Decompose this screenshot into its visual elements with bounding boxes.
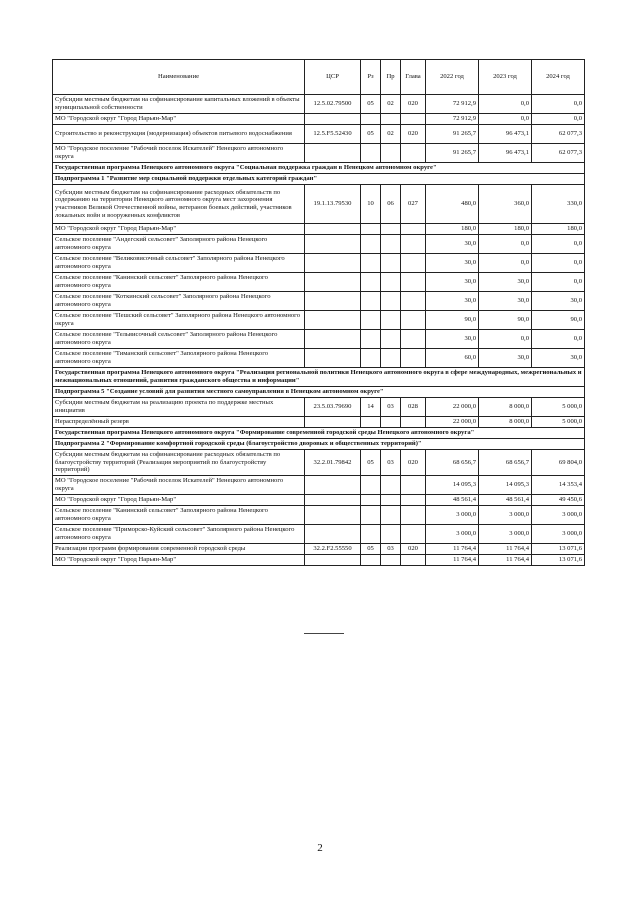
cell-2023: 30,0 bbox=[479, 292, 532, 311]
table-row bbox=[53, 475, 585, 494]
table-row bbox=[53, 524, 585, 543]
cell-pr: 02 bbox=[381, 95, 401, 114]
cell-csr bbox=[305, 292, 361, 311]
section-row bbox=[53, 368, 585, 387]
section-title: Государственная программа Ненецкого автономного округа "Формирование современной городской среды Ненецкого автономного округа" bbox=[53, 428, 585, 439]
cell-rz bbox=[361, 235, 381, 254]
cell-csr bbox=[305, 417, 361, 428]
cell-glava bbox=[401, 254, 426, 273]
cell-2023: 3 000,0 bbox=[479, 505, 532, 524]
cell-csr: 12.5.02.79500 bbox=[305, 95, 361, 114]
table-body bbox=[53, 95, 585, 566]
cell-2024: 330,0 bbox=[532, 185, 585, 224]
cell-pr bbox=[381, 254, 401, 273]
cell-glava bbox=[401, 475, 426, 494]
cell-csr: 19.1.13.79530 bbox=[305, 185, 361, 224]
cell-name: Реализация программ формирования современной городской среды bbox=[53, 543, 305, 554]
table-row bbox=[53, 554, 585, 565]
cell-name: Строительство и реконструкция (модернизация) объектов питьевого водоснабжения bbox=[53, 125, 305, 144]
section-row bbox=[53, 387, 585, 398]
cell-rz bbox=[361, 292, 381, 311]
cell-2023: 8 000,0 bbox=[479, 417, 532, 428]
cell-2023: 30,0 bbox=[479, 349, 532, 368]
section-row bbox=[53, 174, 585, 185]
cell-glava: 020 bbox=[401, 125, 426, 144]
section-row bbox=[53, 439, 585, 450]
cell-2022: 14 095,3 bbox=[426, 475, 479, 494]
header-year-2024: 2024 год bbox=[532, 60, 585, 95]
table-row bbox=[53, 114, 585, 125]
cell-glava bbox=[401, 292, 426, 311]
cell-name: Сельское поселение "Канинский сельсовет" Заполярного района Ненецкого автономного округа bbox=[53, 273, 305, 292]
cell-rz bbox=[361, 311, 381, 330]
cell-2022: 91 265,7 bbox=[426, 144, 479, 163]
cell-pr: 02 bbox=[381, 125, 401, 144]
cell-name: МО "Городской округ "Город Нарьян-Мар" bbox=[53, 224, 305, 235]
cell-pr bbox=[381, 494, 401, 505]
table-row bbox=[53, 494, 585, 505]
cell-2022: 72 912,9 bbox=[426, 114, 479, 125]
cell-rz: 05 bbox=[361, 450, 381, 476]
cell-2023: 11 764,4 bbox=[479, 543, 532, 554]
cell-2023: 96 473,1 bbox=[479, 125, 532, 144]
cell-pr bbox=[381, 235, 401, 254]
cell-pr bbox=[381, 554, 401, 565]
header-pr: Пр bbox=[381, 60, 401, 95]
cell-rz bbox=[361, 417, 381, 428]
cell-2024: 3 000,0 bbox=[532, 505, 585, 524]
header-year-2022: 2022 год bbox=[426, 60, 479, 95]
cell-glava bbox=[401, 349, 426, 368]
cell-pr bbox=[381, 505, 401, 524]
cell-2022: 30,0 bbox=[426, 292, 479, 311]
cell-glava: 027 bbox=[401, 185, 426, 224]
cell-2024: 0,0 bbox=[532, 273, 585, 292]
cell-glava bbox=[401, 273, 426, 292]
section-title: Государственная программа Ненецкого автономного округа "Социальная поддержка граждан в Ненецком автономном округе" bbox=[53, 163, 585, 174]
cell-2024: 62 077,3 bbox=[532, 125, 585, 144]
cell-csr bbox=[305, 235, 361, 254]
cell-rz bbox=[361, 524, 381, 543]
cell-2022: 11 764,4 bbox=[426, 543, 479, 554]
cell-name: Нераспределённый резерв bbox=[53, 417, 305, 428]
cell-csr bbox=[305, 330, 361, 349]
cell-pr bbox=[381, 144, 401, 163]
table-row bbox=[53, 125, 585, 144]
cell-name: Сельское поселение "Приморско-Куйский сельсовет" Заполярного района Ненецкого автономного округа bbox=[53, 524, 305, 543]
cell-glava bbox=[401, 554, 426, 565]
cell-2024: 0,0 bbox=[532, 95, 585, 114]
cell-pr bbox=[381, 311, 401, 330]
cell-glava bbox=[401, 330, 426, 349]
table-row bbox=[53, 235, 585, 254]
cell-2022: 3 000,0 bbox=[426, 524, 479, 543]
cell-2023: 180,0 bbox=[479, 224, 532, 235]
cell-rz bbox=[361, 505, 381, 524]
footer-rule bbox=[304, 633, 344, 634]
section-title: Подпрограмма 5 "Создание условий для развития местного самоуправления в Ненецком автономном округе" bbox=[53, 387, 585, 398]
cell-2024: 5 000,0 bbox=[532, 417, 585, 428]
table-row bbox=[53, 292, 585, 311]
cell-csr bbox=[305, 349, 361, 368]
cell-csr bbox=[305, 554, 361, 565]
cell-2022: 91 265,7 bbox=[426, 125, 479, 144]
cell-csr: 32.2.01.79842 bbox=[305, 450, 361, 476]
cell-rz: 05 bbox=[361, 543, 381, 554]
section-title: Подпрограмма 1 "Развитие мер социальной поддержки отдельных категорий граждан" bbox=[53, 174, 585, 185]
cell-2022: 11 764,4 bbox=[426, 554, 479, 565]
cell-csr bbox=[305, 494, 361, 505]
cell-csr: 12.5.F5.52430 bbox=[305, 125, 361, 144]
cell-csr bbox=[305, 144, 361, 163]
cell-csr: 32.2.F2.55550 bbox=[305, 543, 361, 554]
cell-2022: 30,0 bbox=[426, 273, 479, 292]
cell-name: Сельское поселение "Коткинский сельсовет" Заполярного района Ненецкого автономного округа bbox=[53, 292, 305, 311]
cell-2023: 0,0 bbox=[479, 330, 532, 349]
cell-rz bbox=[361, 330, 381, 349]
cell-name: Субсидии местным бюджетам на софинансирование расходных обязательств по благоустройству территорий (Реализация мероприятий по благоустройству территорий) bbox=[53, 450, 305, 476]
cell-2023: 360,0 bbox=[479, 185, 532, 224]
cell-rz: 10 bbox=[361, 185, 381, 224]
header-year-2023: 2023 год bbox=[479, 60, 532, 95]
cell-pr bbox=[381, 417, 401, 428]
cell-2023: 68 656,7 bbox=[479, 450, 532, 476]
table-row bbox=[53, 254, 585, 273]
cell-glava bbox=[401, 235, 426, 254]
cell-glava bbox=[401, 144, 426, 163]
cell-2024: 62 077,3 bbox=[532, 144, 585, 163]
cell-2024: 180,0 bbox=[532, 224, 585, 235]
cell-2024: 0,0 bbox=[532, 254, 585, 273]
cell-pr bbox=[381, 349, 401, 368]
cell-2023: 0,0 bbox=[479, 95, 532, 114]
cell-csr bbox=[305, 114, 361, 125]
cell-2023: 96 473,1 bbox=[479, 144, 532, 163]
cell-2022: 180,0 bbox=[426, 224, 479, 235]
cell-2024: 90,0 bbox=[532, 311, 585, 330]
cell-name: Сельское поселение "Тельвисочный сельсовет" Заполярного района Ненецкого автономного округа bbox=[53, 330, 305, 349]
cell-name: Сельское поселение "Канинский сельсовет" Заполярного района Ненецкого автономного округа bbox=[53, 505, 305, 524]
cell-glava bbox=[401, 505, 426, 524]
cell-2022: 30,0 bbox=[426, 235, 479, 254]
table-row bbox=[53, 224, 585, 235]
cell-name: Сельское поселение "Тиманский сельсовет" Заполярного района Ненецкого автономного округа bbox=[53, 349, 305, 368]
cell-2024: 14 353,4 bbox=[532, 475, 585, 494]
cell-2024: 30,0 bbox=[532, 292, 585, 311]
cell-csr bbox=[305, 475, 361, 494]
cell-2022: 60,0 bbox=[426, 349, 479, 368]
cell-pr bbox=[381, 114, 401, 125]
cell-csr bbox=[305, 524, 361, 543]
cell-glava: 020 bbox=[401, 95, 426, 114]
cell-2022: 68 656,7 bbox=[426, 450, 479, 476]
cell-2024: 13 071,6 bbox=[532, 554, 585, 565]
cell-name: Сельское поселение "Андегский сельсовет" Заполярного района Ненецкого автономного округа bbox=[53, 235, 305, 254]
cell-2023: 48 561,4 bbox=[479, 494, 532, 505]
cell-glava bbox=[401, 494, 426, 505]
table-row bbox=[53, 505, 585, 524]
cell-name: МО "Городской округ "Город Нарьян-Мар" bbox=[53, 554, 305, 565]
cell-name: МО "Городское поселение "Рабочий поселок Искателей" Ненецкого автономного округа bbox=[53, 144, 305, 163]
cell-name: Субсидии местным бюджетам на софинансирование расходных обязательств по содержанию на территории Ненецкого автономного округа мест захоронения участников Великой Отечественной войны, ветеранов боевых действий, участников локальных войн и вооруженных конфликтов bbox=[53, 185, 305, 224]
cell-rz bbox=[361, 273, 381, 292]
cell-pr: 03 bbox=[381, 543, 401, 554]
cell-2022: 30,0 bbox=[426, 254, 479, 273]
section-row bbox=[53, 163, 585, 174]
cell-pr bbox=[381, 330, 401, 349]
table-header-row bbox=[53, 60, 585, 95]
cell-2023: 90,0 bbox=[479, 311, 532, 330]
cell-pr bbox=[381, 273, 401, 292]
cell-2022: 480,0 bbox=[426, 185, 479, 224]
cell-rz: 05 bbox=[361, 95, 381, 114]
cell-rz bbox=[361, 144, 381, 163]
header-csr: ЦСР bbox=[305, 60, 361, 95]
cell-glava bbox=[401, 114, 426, 125]
cell-csr bbox=[305, 254, 361, 273]
cell-glava bbox=[401, 524, 426, 543]
cell-pr bbox=[381, 292, 401, 311]
cell-glava bbox=[401, 311, 426, 330]
cell-pr: 03 bbox=[381, 398, 401, 417]
cell-2023: 30,0 bbox=[479, 273, 532, 292]
cell-2022: 22 000,0 bbox=[426, 417, 479, 428]
cell-pr bbox=[381, 475, 401, 494]
cell-rz bbox=[361, 254, 381, 273]
cell-2023: 14 095,3 bbox=[479, 475, 532, 494]
cell-rz bbox=[361, 494, 381, 505]
cell-2024: 3 000,0 bbox=[532, 524, 585, 543]
cell-glava bbox=[401, 417, 426, 428]
header-glava: Глава bbox=[401, 60, 426, 95]
section-title: Подпрограмма 2 "Формирование комфортной городской среды (благоустройство дворовых и общественных территорий)" bbox=[53, 439, 585, 450]
cell-2024: 30,0 bbox=[532, 349, 585, 368]
cell-2022: 90,0 bbox=[426, 311, 479, 330]
cell-name: МО "Городское поселение "Рабочий поселок Искателей" Ненецкого автономного округа bbox=[53, 475, 305, 494]
cell-2023: 3 000,0 bbox=[479, 524, 532, 543]
cell-2022: 48 561,4 bbox=[426, 494, 479, 505]
cell-rz bbox=[361, 554, 381, 565]
cell-glava: 028 bbox=[401, 398, 426, 417]
table-row bbox=[53, 95, 585, 114]
cell-csr: 23.5.03.79690 bbox=[305, 398, 361, 417]
table-row bbox=[53, 398, 585, 417]
cell-rz bbox=[361, 224, 381, 235]
cell-2023: 0,0 bbox=[479, 235, 532, 254]
cell-2024: 69 804,0 bbox=[532, 450, 585, 476]
cell-pr: 03 bbox=[381, 450, 401, 476]
table-row bbox=[53, 144, 585, 163]
section-title: Государственная программа Ненецкого автономного округа "Реализация региональной политики Ненецкого автономного округа в сфере международных, межрегиональных и межнациональных отношений, развития гражданского общества и информации" bbox=[53, 368, 585, 387]
cell-2024: 0,0 bbox=[532, 114, 585, 125]
budget-table bbox=[52, 59, 585, 566]
cell-2024: 0,0 bbox=[532, 235, 585, 254]
cell-2022: 22 000,0 bbox=[426, 398, 479, 417]
table-row bbox=[53, 349, 585, 368]
cell-pr bbox=[381, 224, 401, 235]
cell-name: Субсидии местным бюджетам на софинансирование капитальных вложений в объекты муниципальной собственности bbox=[53, 95, 305, 114]
section-row bbox=[53, 428, 585, 439]
cell-csr bbox=[305, 311, 361, 330]
table-row bbox=[53, 543, 585, 554]
page-number: 2 bbox=[317, 842, 323, 854]
cell-2023: 0,0 bbox=[479, 254, 532, 273]
cell-csr bbox=[305, 505, 361, 524]
cell-glava: 020 bbox=[401, 543, 426, 554]
table-row bbox=[53, 417, 585, 428]
header-rz: Рз bbox=[361, 60, 381, 95]
header-name: Наименование bbox=[53, 60, 305, 95]
table-row bbox=[53, 273, 585, 292]
cell-2024: 5 000,0 bbox=[532, 398, 585, 417]
cell-rz bbox=[361, 475, 381, 494]
cell-2023: 11 764,4 bbox=[479, 554, 532, 565]
table-row bbox=[53, 185, 585, 224]
cell-2024: 49 450,6 bbox=[532, 494, 585, 505]
cell-pr: 06 bbox=[381, 185, 401, 224]
cell-pr bbox=[381, 524, 401, 543]
table-row bbox=[53, 311, 585, 330]
cell-csr bbox=[305, 224, 361, 235]
cell-2022: 72 912,9 bbox=[426, 95, 479, 114]
cell-rz: 05 bbox=[361, 125, 381, 144]
cell-csr bbox=[305, 273, 361, 292]
cell-2022: 3 000,0 bbox=[426, 505, 479, 524]
cell-glava bbox=[401, 224, 426, 235]
cell-rz: 14 bbox=[361, 398, 381, 417]
cell-rz bbox=[361, 114, 381, 125]
table-row bbox=[53, 330, 585, 349]
cell-glava: 020 bbox=[401, 450, 426, 476]
cell-2024: 0,0 bbox=[532, 330, 585, 349]
cell-2023: 0,0 bbox=[479, 114, 532, 125]
cell-name: Сельское поселение "Пешский сельсовет" Заполярного района Ненецкого автономного округа bbox=[53, 311, 305, 330]
cell-2022: 30,0 bbox=[426, 330, 479, 349]
cell-name: Сельское поселение "Великовисочный сельсовет" Заполярного района Ненецкого автономного округа bbox=[53, 254, 305, 273]
cell-name: МО "Городской округ "Город Нарьян-Мар" bbox=[53, 494, 305, 505]
cell-name: МО "Городской округ "Город Нарьян-Мар" bbox=[53, 114, 305, 125]
cell-2023: 8 000,0 bbox=[479, 398, 532, 417]
cell-name: Субсидии местным бюджетам на реализацию проекта по поддержке местных инициатив bbox=[53, 398, 305, 417]
cell-rz bbox=[361, 349, 381, 368]
table-row bbox=[53, 450, 585, 476]
cell-2024: 13 071,6 bbox=[532, 543, 585, 554]
